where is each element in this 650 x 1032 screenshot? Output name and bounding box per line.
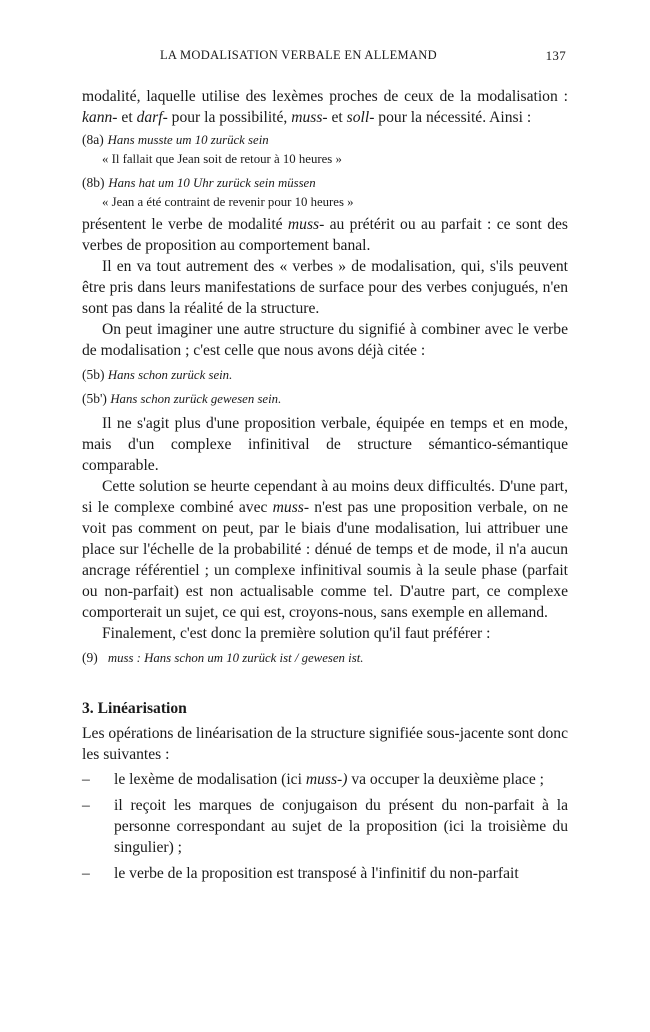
- page-number: 137: [545, 48, 566, 63]
- dash-bullet: –: [82, 797, 90, 814]
- example-8a: [82, 130, 568, 169]
- running-title: LA MODALISATION VERBALE EN ALLEMAND: [160, 48, 437, 62]
- paragraph-3: Il en va tout autrement des « verbes » de modalisation, qui, s'ils peuvent être pris dans leurs manifestations de surface pour des verbes conjugués, n'en sont pas dans la réalité de la structure.: [82, 258, 568, 317]
- example-german: Hans hat um 10 Uhr zurück sein müssen: [108, 176, 316, 190]
- term-muss: muss-: [272, 499, 310, 516]
- paragraph-4: On peut imaginer une autre structure du signifié à combiner avec le verbe de modalisation ; c'est celle que nous avons déjà citée :: [82, 321, 568, 359]
- text-run: il reçoit les marques de conjugaison du présent du non-parfait à la personne correspondant au sujet de la proposition (ici la troisième du singulier) ;: [114, 797, 568, 856]
- section-heading: 3. Linéarisation: [82, 700, 187, 717]
- dash-bullet: –: [82, 865, 90, 882]
- paragraph-6: [82, 476, 568, 623]
- example-german: Hans schon zurück sein.: [107, 368, 233, 382]
- book-page: [82, 48, 568, 889]
- term-soll: soll-: [346, 109, 375, 126]
- list-item: [82, 795, 568, 858]
- page-body: [82, 86, 568, 884]
- example-8b: [82, 173, 568, 212]
- text-run: modalité, laquelle utilise des lexèmes proches de ceux de la modalisation :: [82, 88, 568, 105]
- text-run: le verbe de la proposition est transposé à l'infinitif du non-parfait: [114, 865, 519, 882]
- paragraph-1: [82, 86, 568, 128]
- example-label: (5b): [82, 367, 105, 382]
- term-muss: muss-: [287, 216, 325, 233]
- steps-list: [82, 769, 568, 884]
- paragraph-5: Il ne s'agit plus d'une proposition verbale, équipée en temps et en mode, mais d'un complexe infinitival de structure sémantico-sémantique comparable.: [82, 415, 568, 474]
- paragraph-2: [82, 214, 568, 256]
- example-5b-prime: [82, 389, 568, 409]
- example-label: (5b'): [82, 391, 107, 406]
- text-run: Cette solution se heurte cependant à au moins deux difficultés. D'une part, si le complexe combiné avec: [82, 478, 568, 516]
- example-german: Hans musste um 10 zurück sein: [107, 133, 269, 147]
- text-run: et: [327, 109, 347, 126]
- text-run: présentent le verbe de modalité: [82, 216, 288, 233]
- term-muss: muss-: [291, 109, 328, 126]
- example-9: [82, 648, 568, 668]
- example-label: (8a): [82, 132, 104, 147]
- example-label: (8b): [82, 175, 105, 190]
- paragraph-7: Finalement, c'est donc la première solution qu'il faut préférer :: [102, 625, 491, 642]
- example-german: muss : Hans schon um 10 zurück ist / gewesen ist.: [107, 651, 364, 665]
- example-translation: « Jean a été contraint de revenir pour 10 heures »: [102, 195, 354, 209]
- text-run: le lexème de modalisation (ici: [114, 771, 306, 788]
- running-header: [82, 48, 568, 70]
- list-item: [82, 769, 568, 790]
- text-run: pour la possibilité,: [167, 109, 292, 126]
- term-darf: darf-: [136, 109, 168, 126]
- example-translation: « Il fallait que Jean soit de retour à 10 heures »: [102, 152, 342, 166]
- example-5b: [82, 365, 568, 385]
- section-intro: Les opérations de linéarisation de la structure signifiée sous-jacente sont donc les suivantes :: [82, 725, 568, 763]
- example-label: (9): [82, 650, 98, 665]
- text-run: au prétérit ou au parfait : ce sont des verbes de proposition au comportement banal.: [82, 216, 568, 254]
- example-german: Hans schon zurück gewesen sein.: [110, 392, 282, 406]
- term-muss: muss-): [305, 771, 348, 788]
- text-run: et: [117, 109, 137, 126]
- term-kann: kann-: [82, 109, 118, 126]
- list-item: [82, 863, 568, 884]
- dash-bullet: –: [82, 771, 90, 788]
- text-run: pour la nécessité. Ainsi :: [374, 109, 532, 126]
- text-run: n'est pas une proposition verbale, on ne voit pas comment on peut, par le biais d'une modalisation, lui attribuer une place sur l'échelle de la probabilité : dénué de temps et de mode, il n'a aucun ancrage référentiel ; un complexe infinitival soumis à la seule phase (parfait ou non-parfait) est non actualisable comme tel. D'autre part, ce complexe comporterait un sujet, ce qui est, croyons-nous, sans exemple en allemand.: [82, 499, 568, 621]
- text-run: va occuper la deuxième place ;: [347, 771, 544, 788]
